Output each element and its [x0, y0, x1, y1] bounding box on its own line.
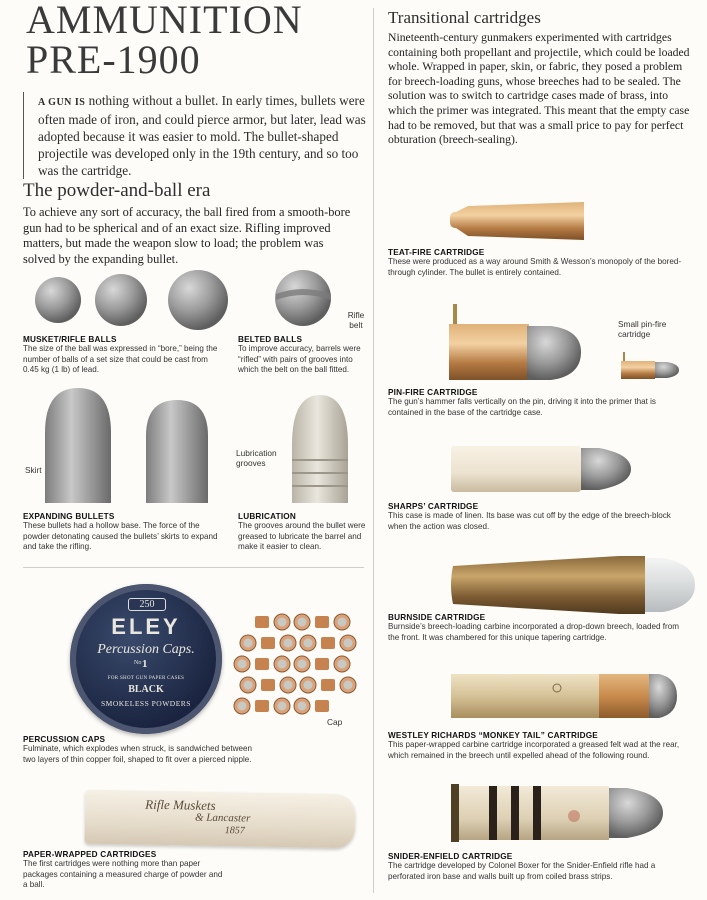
percussion-cap — [280, 677, 296, 693]
lubricated-bullet-image — [288, 395, 352, 505]
expanding-body: These bullets had a hollow base. The force of the powder detonating caused the bullets’ skirts to expand and take the rifling. — [23, 521, 218, 552]
percussion-cap — [315, 700, 329, 712]
sharps-title: SHARPS’ CARTRIDGE — [388, 502, 479, 511]
cap-label: Cap — [327, 717, 343, 727]
paper-caption — [23, 850, 223, 891]
percussion-cap — [255, 700, 269, 712]
pin-fire-cartridge-image — [447, 304, 583, 382]
belted-caption — [238, 335, 370, 376]
westley-richards-cartridge-image — [449, 670, 679, 722]
page-title — [26, 0, 303, 80]
powder-ball-intro: To achieve any sort of accuracy, the ball fired from a smooth-bore gun had to be spherical and of an exact size. Rifling improved matters, but made the weapon slow to load; the problem was solved by the expanding bullet. — [23, 205, 351, 266]
snider-caption — [388, 852, 688, 882]
caps-title: PERCUSSION CAPS — [23, 735, 106, 744]
teat-body: These were produced as a way around Smith & Wesson’s monopoly of the bored-through cylinder. The bullet is entirely contained. — [388, 257, 682, 277]
teat-title: TEAT-FIRE CARTRIDGE — [388, 248, 485, 257]
lubrication-body: The grooves around the bullet were greased to lubricate the barrel and make it easier to clean. — [238, 521, 366, 552]
percussion-cap — [274, 698, 290, 714]
percussion-cap — [340, 677, 356, 693]
percussion-cap — [261, 637, 275, 649]
expanding-caption — [23, 512, 223, 553]
tin-black: BLACK — [128, 684, 164, 695]
percussion-cap — [300, 677, 316, 693]
snider-body: The cartridge developed by Colonel Boxer for the Snider-Enfield rifle had a perforated iron base and walls built up from coiled brass strips. — [388, 861, 656, 881]
caps-caption — [23, 735, 253, 765]
tin-line1: Percussion Caps. — [97, 642, 195, 657]
sharps-cartridge-image — [449, 444, 633, 494]
burnside-title: BURNSIDE CARTRIDGE — [388, 613, 486, 622]
musket-ball-large — [168, 270, 228, 330]
snider-enfield-cartridge-image — [449, 780, 665, 846]
percussion-cap — [321, 679, 335, 691]
teat-fire-cartridge-image — [448, 198, 588, 244]
transitional-intro: Nineteenth-century gunmakers experimented with cartridges containing both propellant and projectile, which could be loaded whole. Wrapped in paper, skin, or fabric, they posed a problem for breech-loading guns, whose breeches had to be sealed. The solution was to switch to cartridge cases made of brass, into which the primer was integrated. This meant that the empty case had to be removed, but that was a small price to pay for perfect obturation (breech-sealing). — [388, 31, 690, 147]
paper-title: PAPER-WRAPPED CARTRIDGES — [23, 850, 157, 859]
burnside-body: Burnside’s breech-loading carbine incorporated a drop-down breech, loaded from the front. It was chambered for this unique tapering cartridge. — [388, 622, 679, 642]
lead-text: nothing without a bullet. In early times, bullets were often made of iron, and could pierce armor, but later, lead was adopted because it was easier to mold. The bullet-shaped projectile was developed only in the 19th century, and so too was the cartridge. — [38, 93, 366, 178]
lubrication-title: LUBRICATION — [238, 512, 296, 521]
teat-caption — [388, 248, 688, 278]
sharps-body: This case is made of linen. Its base was cut off by the edge of the breech-block when the action was closed. — [388, 511, 671, 531]
small-pin-fire-label: Small pin-fire cartridge — [618, 319, 667, 339]
rifle-belt-label: Rifle belt — [347, 310, 365, 330]
lead-paragraph — [23, 92, 370, 179]
percussion-cap — [321, 637, 335, 649]
percussion-cap — [261, 679, 275, 691]
expanding-bullet-2 — [146, 400, 208, 503]
percussion-cap — [334, 656, 350, 672]
pin-title: PIN-FIRE CARTRIDGE — [388, 388, 478, 397]
small-pin-fire-image — [619, 352, 681, 380]
handwriting-line-3: 1857 — [224, 825, 245, 837]
expanding-bullet-1 — [45, 388, 111, 503]
belted-body: To improve accuracy, barrels were “rifled” with pairs of grooves into which the belt on the ball fitted. — [238, 344, 361, 375]
paper-cartridge-image — [85, 790, 356, 849]
pin-body: The gun’s hammer falls vertically on the pin, driving it into the primer that is contained in the base of the cartridge case. — [388, 397, 656, 417]
musket-ball-medium — [95, 274, 147, 326]
percussion-cap — [294, 614, 310, 630]
sharps-caption — [388, 502, 688, 532]
lead-smallcaps: A GUN IS — [38, 97, 86, 108]
expanding-title: EXPANDING BULLETS — [23, 512, 115, 521]
tin-number: 1 — [142, 658, 148, 670]
belted-ball-image — [273, 270, 343, 330]
snider-title: SNIDER-ENFIELD CARTRIDGE — [388, 852, 513, 861]
tin-brand: ELEY — [111, 614, 181, 639]
musket-ball-small — [35, 277, 81, 323]
percussion-cap — [280, 635, 296, 651]
burnside-cartridge-image — [449, 552, 699, 618]
section-heading-transitional: Transitional cartridges — [388, 8, 541, 27]
percussion-cap — [240, 635, 256, 651]
percussion-cap — [234, 656, 250, 672]
tin-no: No — [134, 660, 142, 666]
percussion-caps-pile — [232, 612, 357, 722]
percussion-cap — [274, 656, 290, 672]
lubrication-grooves-label: Lubrication grooves — [236, 448, 277, 468]
caps-body: Fulminate, which explodes when struck, is sandwiched between two layers of thin copper foil, shaped to fit over a pierced nipple. — [23, 744, 252, 764]
musket-title: MUSKET/RIFLE BALLS — [23, 335, 117, 344]
percussion-cap — [255, 616, 269, 628]
title-line-1: AMMUNITION — [26, 0, 303, 42]
westley-body: This paper-wrapped carbine cartridge incorporated a greased felt wad at the rear, which remained in the breech until expelled ahead of the following round. — [388, 740, 680, 760]
divider-vertical — [373, 8, 374, 893]
tin-bottom: SMOKELESS POWDERS — [101, 699, 191, 708]
lubrication-caption — [238, 512, 370, 553]
percussion-caps-tin — [70, 584, 222, 734]
percussion-cap — [234, 698, 250, 714]
section-heading-powder-ball: The powder-and-ball era — [23, 180, 211, 201]
westley-caption — [388, 731, 693, 761]
percussion-cap — [294, 698, 310, 714]
percussion-cap — [294, 656, 310, 672]
pin-caption — [388, 388, 688, 418]
westley-title: WESTLEY RICHARDS “MONKEY TAIL” CARTRIDGE — [388, 731, 598, 740]
paper-body: The first cartridges were nothing more than paper packages containing a measured charge of powder and a ball. — [23, 859, 223, 890]
musket-balls-image — [30, 270, 240, 335]
percussion-cap — [240, 677, 256, 693]
tin-count: 250 — [128, 598, 166, 611]
skirt-label: Skirt — [25, 465, 42, 475]
percussion-cap — [300, 635, 316, 651]
expanding-bullets-image — [40, 388, 220, 508]
percussion-cap — [340, 635, 356, 651]
title-line-2: PRE-1900 — [26, 37, 201, 82]
handwriting-line-2: & Lancaster — [194, 811, 251, 825]
percussion-cap — [334, 614, 350, 630]
tin-small: FOR SHOT GUN PAPER CASES — [107, 676, 185, 681]
divider-horizontal — [23, 567, 364, 568]
percussion-cap — [274, 614, 290, 630]
musket-body: The size of the ball was expressed in “bore,” being the number of balls of a set size that could be cast from 0.45 kg (1 lb) of lead. — [23, 344, 218, 375]
percussion-cap — [315, 616, 329, 628]
percussion-cap — [255, 658, 269, 670]
burnside-caption — [388, 613, 688, 643]
musket-caption — [23, 335, 223, 376]
belted-title: BELTED BALLS — [238, 335, 303, 344]
percussion-cap — [315, 658, 329, 670]
handwriting-line-1: Rifle Muskets — [145, 796, 216, 813]
